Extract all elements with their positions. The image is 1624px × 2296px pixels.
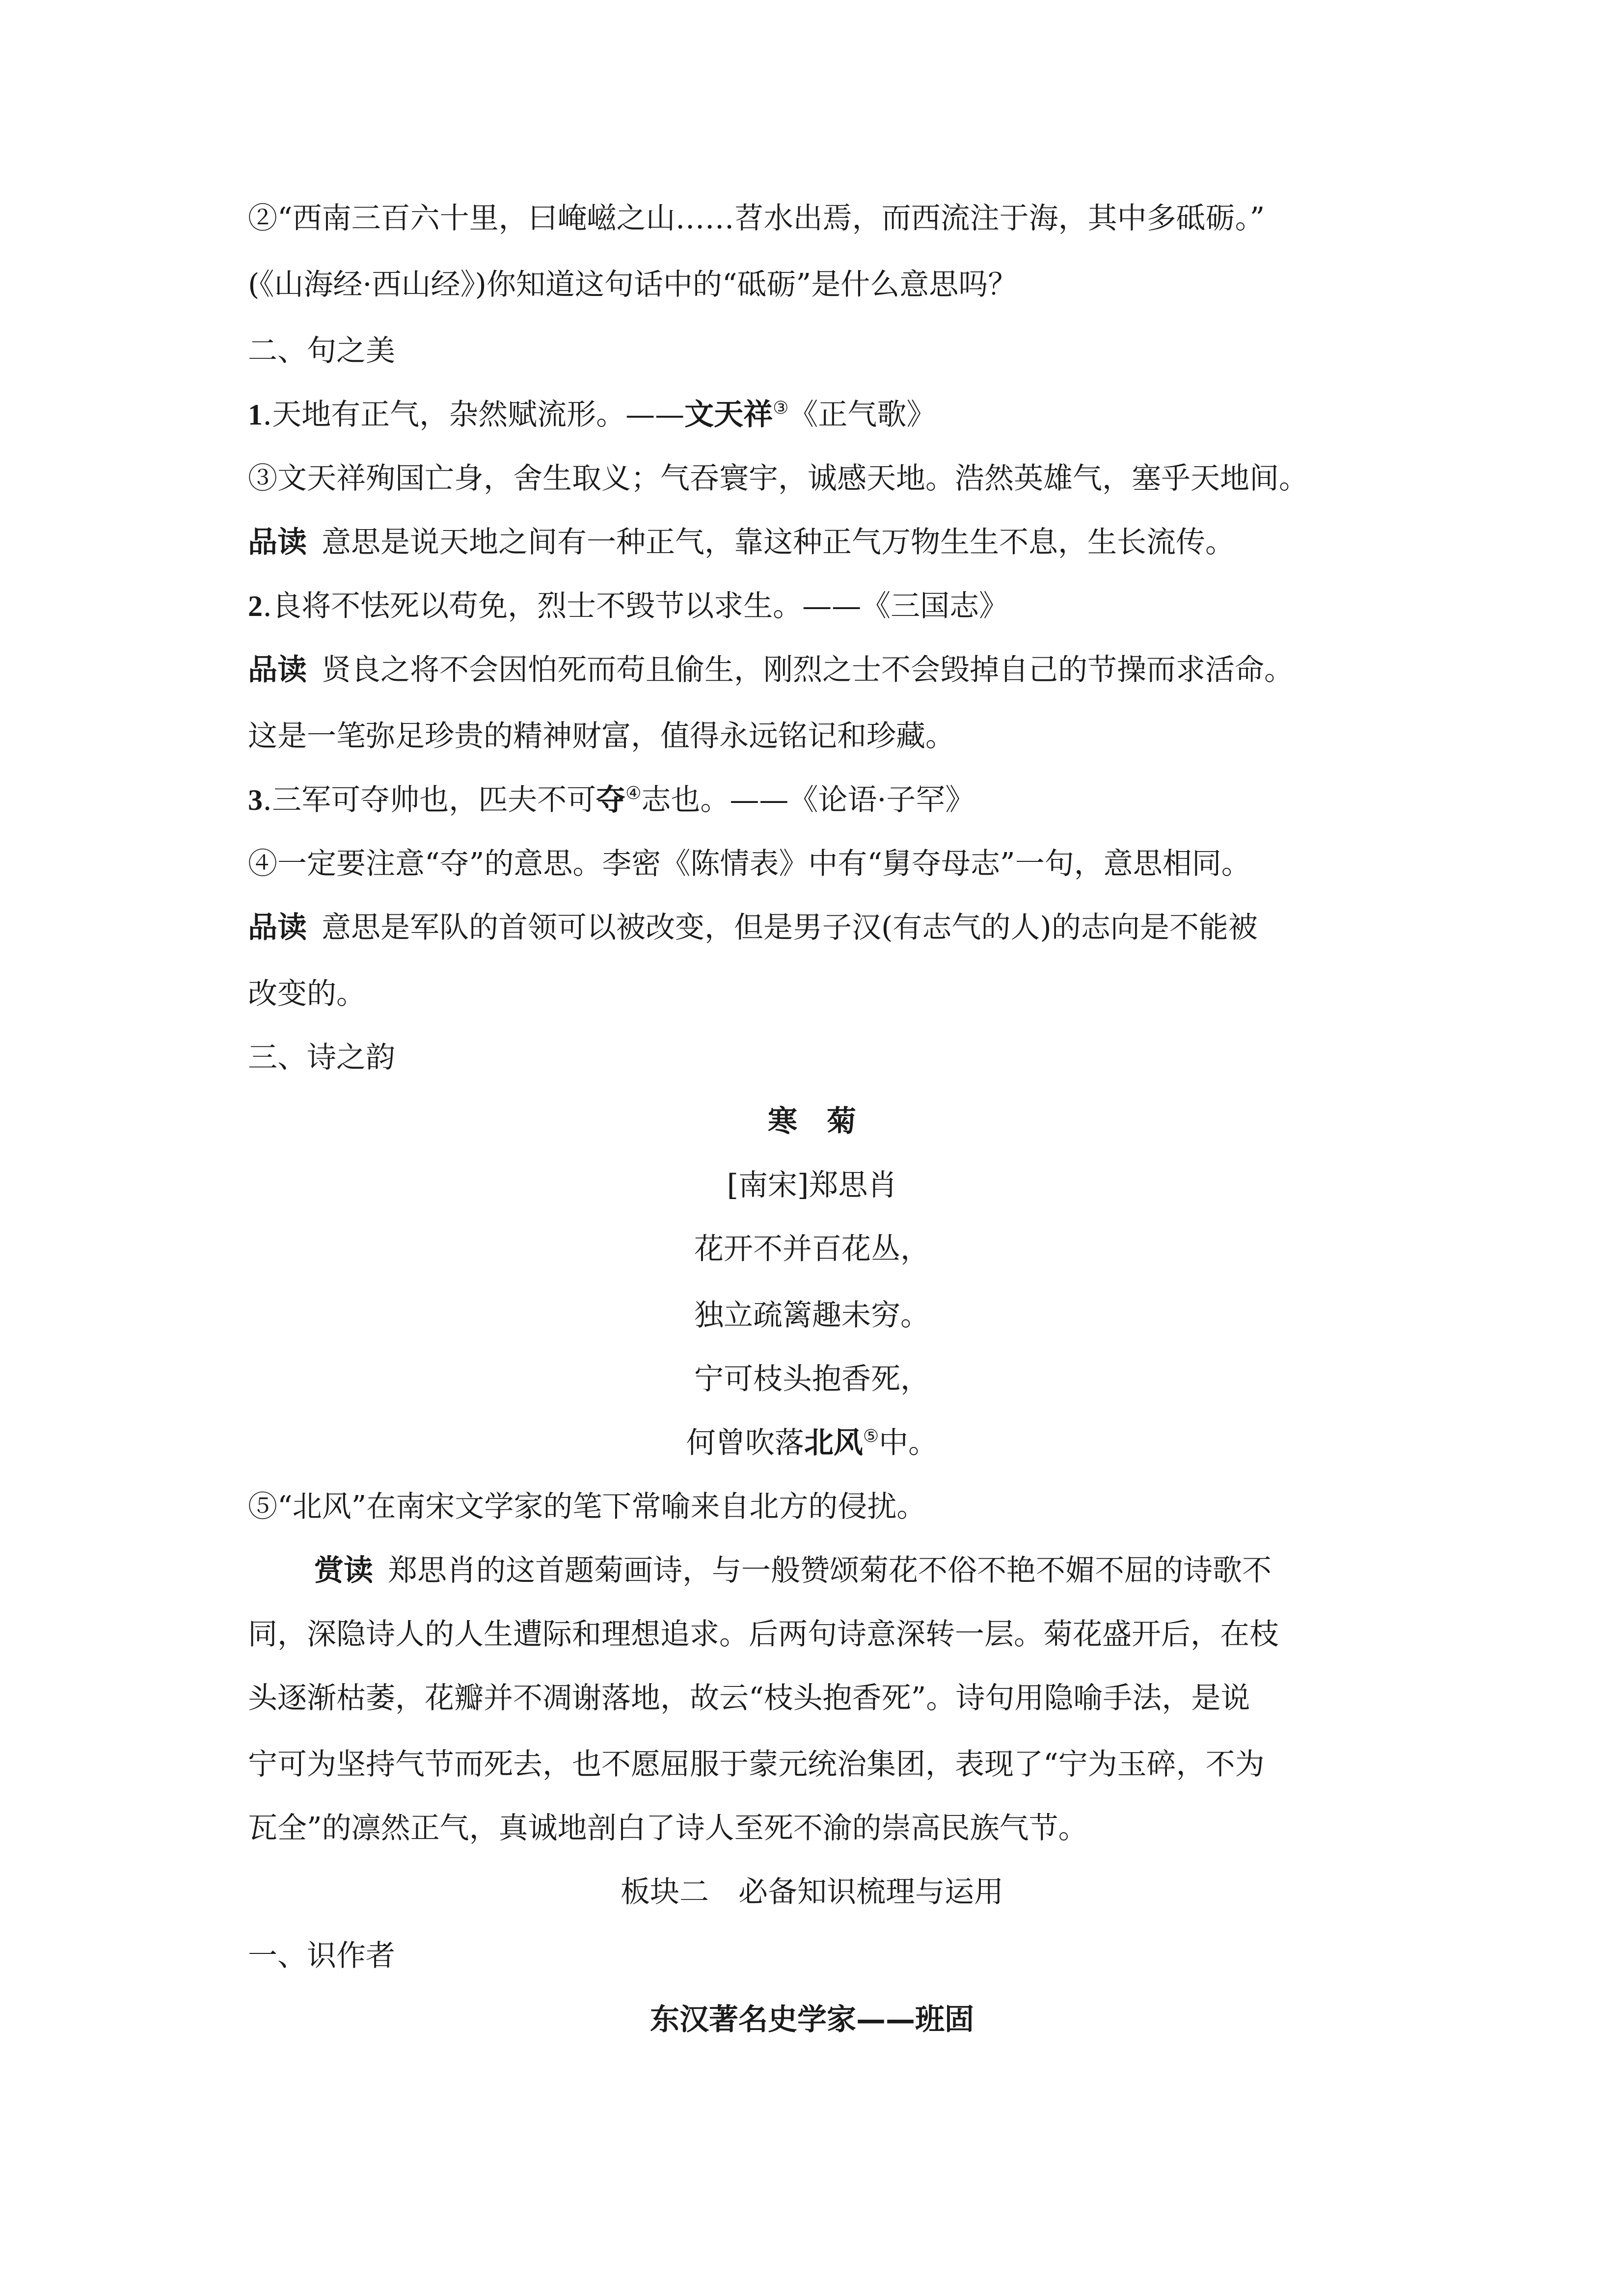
reading-2-text-a: 贤良之将不会因怕死而苟且偷生，刚烈之士不会毁掉自己的节操而求活命。 [322, 653, 1294, 687]
reading-label: 品读 [248, 525, 307, 560]
appreciation-label: 赏读 [314, 1553, 373, 1588]
section-heading-sentences: 二、句之美 [248, 334, 395, 368]
footnote-marker-5: ⑤ [863, 1426, 879, 1446]
footnote-3: ③文天祥殉国亡身，舍生取义；气吞寰宇，诚感天地。浩然英雄气，塞乎天地间。 [248, 461, 1308, 496]
sentence-1-source: 《正气歌》 [788, 398, 936, 432]
sentence-2 [248, 587, 1398, 626]
poem-line-4-a: 何曾吹落 [686, 1426, 804, 1460]
sentence-1 [248, 395, 1398, 434]
reading-label: 品读 [248, 653, 307, 687]
poem-title: 寒菊 [768, 1104, 886, 1139]
reading-label: 品读 [248, 910, 307, 945]
sentence-1-text: .天地有正气，杂然赋流形。—— [263, 398, 685, 432]
reading-2-continued: 这是一笔弥足珍贵的精神财富，值得永远铭记和珍藏。 [248, 719, 955, 753]
sentence-1-author: 文天祥 [684, 398, 773, 432]
intro-line-2: (《山海经·西山经》)你知道这句话中的“砥砺”是什么意思吗？ [248, 267, 1018, 302]
sentence-2-text: .良将不怯死以苟免，烈士不毁节以求生。——《三国志》 [263, 589, 1009, 623]
poem-line-4-b: 中。 [879, 1426, 938, 1460]
footnote-marker-3: ③ [773, 398, 789, 418]
sentence-3-keyword: 夺 [596, 783, 626, 817]
poem-line-4-keyword: 北风 [804, 1426, 863, 1460]
sentence-3-text-a: .三军可夺帅也，匹夫不可 [263, 783, 596, 817]
appreciation-line-2: 同，深隐诗人的人生遭际和理想追求。后两句诗意深转一层。菊花盛开后，在枝 [248, 1617, 1279, 1652]
intro-line-1: ②“西南三百六十里，曰崦嵫之山……苕水出焉，而西流注于海，其中多砥砺。” [248, 201, 1265, 236]
poem-author: [南宋]郑思肖 [727, 1168, 897, 1202]
footnote-marker-4: ④ [625, 783, 642, 803]
reading-2 [248, 650, 1398, 690]
appreciation-line-3: 头逐渐枯萎，花瓣并不凋谢落地，故云“枝头抱香死”。诗句用隐喻手法，是说 [248, 1681, 1250, 1715]
reading-1-text: 意思是说天地之间有一种正气，靠这种正气万物生生不息，生长流传。 [322, 525, 1235, 560]
poem-line-3: 宁可枝头抱香死， [694, 1362, 930, 1396]
reading-3-text-a: 意思是军队的首领可以被改变，但是男子汉(有志气的人)的志向是不能被 [322, 910, 1258, 945]
appreciation-line-5: 瓦全”的凛然正气，真诚地剖白了诗人至死不渝的崇高民族气节。 [248, 1811, 1088, 1845]
appreciation-line-1 [314, 1551, 1398, 1590]
sentence-1-number: 1 [248, 399, 263, 431]
poem-line-2: 独立疏篱趣未穷。 [694, 1298, 930, 1333]
reading-3 [248, 908, 1398, 947]
appreciation-text-1: 郑思肖的这首题菊画诗，与一般赞颂菊花不俗不艳不媚不屈的诗歌不 [388, 1553, 1272, 1588]
poem-line-4 [0, 1423, 1624, 1463]
sentence-3 [248, 780, 1398, 820]
section-heading-author: 一、识作者 [248, 1939, 395, 1973]
sentence-3-number: 3 [248, 784, 263, 816]
sentence-2-number: 2 [248, 590, 263, 622]
poem-line-1: 花开不并百花丛， [694, 1232, 930, 1266]
reading-3-continued: 改变的。 [248, 977, 366, 1011]
author-subtitle: 东汉著名史学家——班固 [650, 2002, 974, 2037]
reading-1 [248, 523, 1398, 562]
block-title: 板块二 必备知识梳理与运用 [621, 1875, 1003, 1909]
section-heading-poetry: 三、诗之韵 [248, 1041, 395, 1075]
sentence-3-text-b: 志也。——《论语·子罕》 [641, 783, 975, 817]
footnote-4: ④一定要注意“夺”的意思。李密《陈情表》中有“舅夺母志”一句，意思相同。 [248, 847, 1251, 881]
appreciation-line-4: 宁可为坚持气节而死去，也不愿屈服于蒙元统治集团，表现了“宁为玉碎，不为 [248, 1747, 1265, 1782]
footnote-5: ⑤“北风”在南宋文学家的笔下常喻来自北方的侵扰。 [248, 1490, 926, 1524]
